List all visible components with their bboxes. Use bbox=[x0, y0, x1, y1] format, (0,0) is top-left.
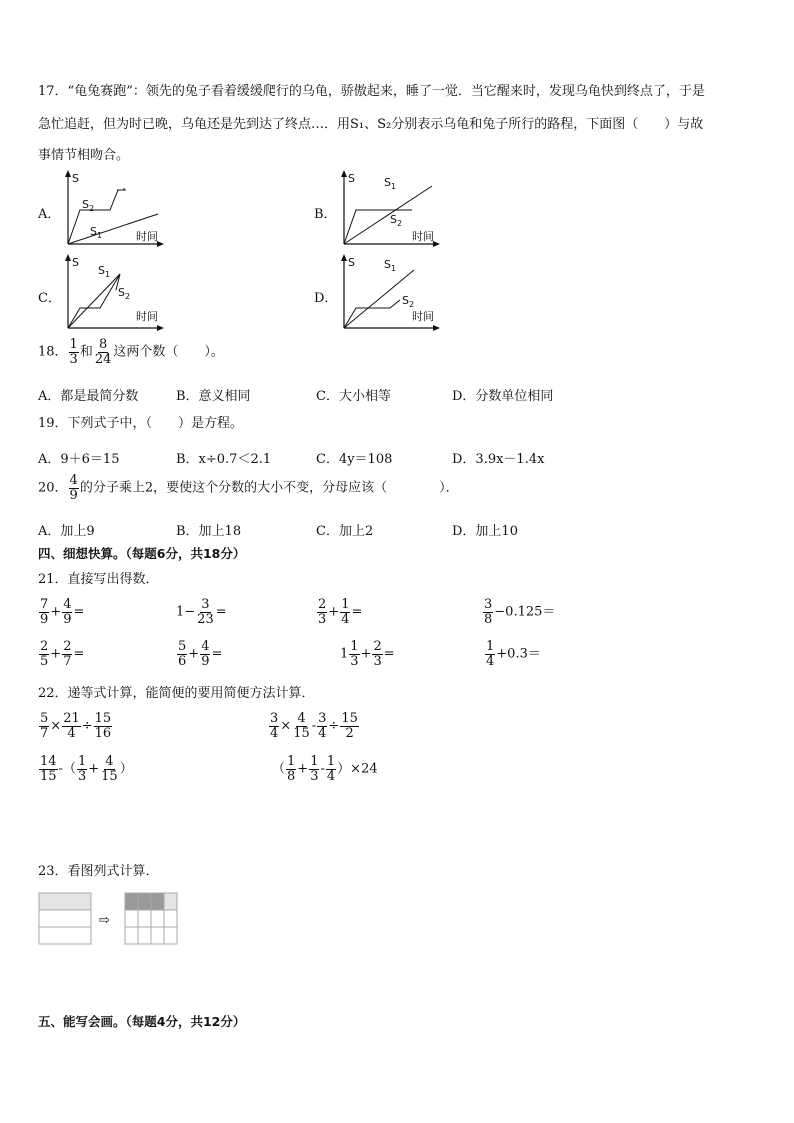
q20-option-a: A．加上9 bbox=[38, 524, 95, 539]
graph-c bbox=[58, 252, 168, 332]
q22-stem: 22．递等式计算，能简便的要用简便方法计算． bbox=[38, 686, 315, 701]
graph-d-x-label: 时间 bbox=[412, 310, 434, 323]
section-4-heading: 四、细想快算。（每题6分，共18分） bbox=[38, 546, 246, 561]
graph-a bbox=[58, 168, 168, 248]
q20-stem: 20． $\frac{4}{9}$ 的分子乘上2，要使这个分数的大小不变，分母应该（ ）． bbox=[38, 473, 459, 503]
q23-figure bbox=[38, 892, 188, 948]
graph-a-y-label: S bbox=[72, 172, 79, 185]
q20-option-c: C．加上2 bbox=[316, 524, 374, 539]
q19-option-a: A．9＋6＝15 bbox=[38, 452, 120, 467]
graph-c-s1-label: $S_1$ bbox=[98, 264, 111, 279]
q17-line-1: 17．“龟兔赛跑”：领先的兔子看着缓缓爬行的乌龟，骄傲起来，睡了一觉．当它醒来时，发现乌龟快到终点了，于是 bbox=[38, 84, 705, 99]
q20-option-b: B．加上18 bbox=[176, 524, 242, 539]
q18-option-d: D．分数单位相同 bbox=[452, 389, 554, 404]
q21-expr-6: $\frac{5}{6}$ + $\frac{4}{9}$ = bbox=[178, 639, 223, 669]
q17-option-a-letter: A． bbox=[38, 207, 61, 222]
graph-d-y-label: S bbox=[348, 256, 355, 269]
q19-option-c: C．4y＝108 bbox=[316, 452, 393, 467]
q23-stem: 23．看图列式计算． bbox=[38, 864, 159, 879]
graph-c-s2-label: $S_2$ bbox=[118, 286, 131, 301]
q18-stem: 18． $\frac{1}{3}$ 和 $\frac{8}{24}$ 这两个数（ ）。 bbox=[38, 337, 224, 367]
graph-b-x-label: 时间 bbox=[412, 230, 434, 243]
q23-arrow: ⇨ bbox=[99, 913, 110, 928]
q17-line-2: 急忙追赶，但为时已晚，乌龟还是先到达了终点…．用S₁、S₂分别表示乌龟和兔子所行的路程，下面图（ ）与故 bbox=[38, 117, 704, 132]
graph-c-y-label: S bbox=[72, 256, 79, 269]
q19-option-b: B．x÷0.7＜2.1 bbox=[176, 452, 272, 467]
q21-stem: 21．直接写出得数． bbox=[38, 572, 159, 587]
q18-option-c: C．大小相等 bbox=[316, 389, 391, 404]
q17-option-d-letter: D． bbox=[314, 291, 338, 306]
q21-expr-1: $\frac{7}{9}$ + $\frac{4}{9}$ = bbox=[40, 597, 85, 627]
q21-expr-2: 1− $\frac{3}{23}$ = bbox=[176, 597, 227, 627]
graph-a-x-label: 时间 bbox=[136, 230, 158, 243]
q22-expr-3: $\frac{14}{15}$ -（ $\frac{1}{3}$ + $\frac{4}{15}$ ） bbox=[40, 754, 133, 784]
graph-d-s1-label: $S_1$ bbox=[384, 258, 397, 273]
q17-option-b-letter: B． bbox=[314, 207, 337, 222]
q19-option-d: D．3.9x－1.4x bbox=[452, 452, 545, 467]
q18-option-b: B．意义相同 bbox=[176, 389, 251, 404]
graph-b-s2-label: $S_2$ bbox=[390, 213, 403, 228]
section-5-heading: 五、能写会画。（每题4分，共12分） bbox=[38, 1014, 246, 1029]
q22-expr-1: $\frac{5}{7}$ × $\frac{21}{4}$ ÷ $\frac{15}{16}$ bbox=[40, 711, 112, 741]
graph-b-s1-label: $S_1$ bbox=[384, 176, 397, 191]
q18-fraction-1: $\frac{1}{3}$ bbox=[69, 337, 78, 367]
q21-expr-8: $\frac{1}{4}$ +0.3＝ bbox=[486, 639, 541, 669]
graph-c-x-label: 时间 bbox=[136, 310, 158, 323]
q21-expr-3: $\frac{2}{3}$ + $\frac{1}{4}$ = bbox=[318, 597, 363, 627]
q20-fraction: $\frac{4}{9}$ bbox=[69, 473, 78, 503]
q21-expr-5: $\frac{2}{5}$ + $\frac{2}{7}$ = bbox=[40, 639, 85, 669]
q23-grid bbox=[125, 893, 177, 944]
graph-d bbox=[334, 252, 444, 332]
q20-option-d: D．加上10 bbox=[452, 524, 518, 539]
q21-expr-4: $\frac{3}{8}$ −0.125＝ bbox=[484, 597, 556, 627]
q19-stem: 19．下列式子中，（ ）是方程。 bbox=[38, 416, 244, 431]
q17-line-3: 事情节相吻合。 bbox=[38, 148, 130, 163]
q22-expr-2: $\frac{3}{4}$ × $\frac{4}{15}$ - $\frac{3}{4}$ ÷ $\frac{15}{2}$ bbox=[270, 711, 358, 741]
graph-a-s2-label: $S_2$ bbox=[82, 198, 95, 213]
graph-b-y-label: S bbox=[348, 172, 355, 185]
q18-option-a: A．都是最简分数 bbox=[38, 389, 139, 404]
graph-a-s1-label: $S_1$ bbox=[90, 225, 103, 240]
q22-expr-4: （ $\frac{1}{8}$ + $\frac{1}{3}$ - $\frac{1}{4}$ ）×24 bbox=[272, 754, 378, 784]
graph-b bbox=[334, 168, 444, 248]
graph-d-s2-label: $S_2$ bbox=[402, 294, 415, 309]
q21-expr-7: 1 $\frac{1}{3}$ + $\frac{2}{3}$ = bbox=[340, 639, 395, 669]
q18-fraction-2: $\frac{8}{24}$ bbox=[94, 337, 112, 367]
q17-option-c-letter: C． bbox=[38, 291, 61, 306]
